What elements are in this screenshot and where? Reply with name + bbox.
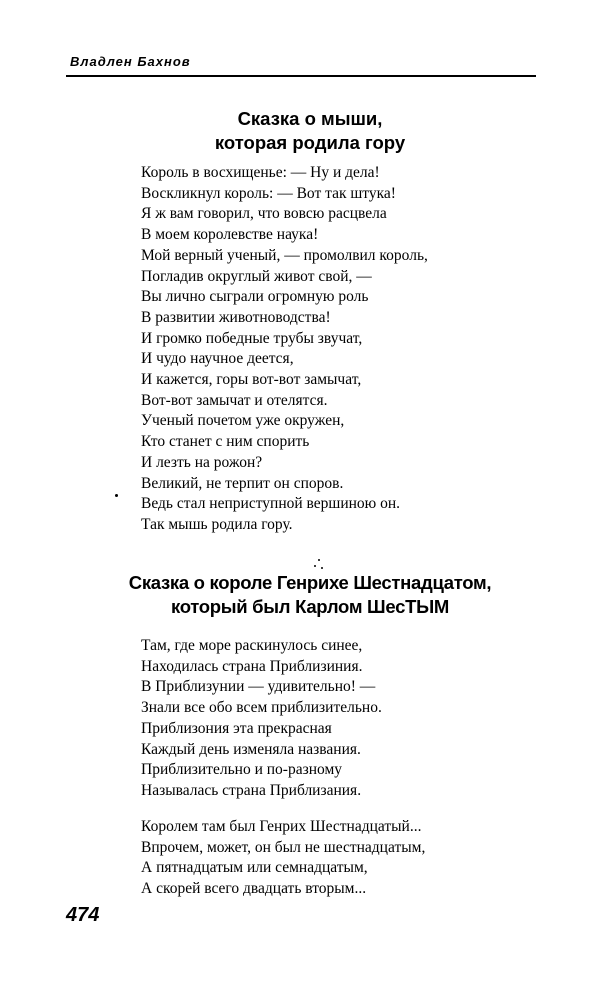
verse-line: Так мышь родила гору. <box>141 515 293 533</box>
verse-line: В Приблизунии — удивительно! — <box>141 678 376 696</box>
verse-line: Воскликнул король: — Вот так штука! <box>141 184 396 202</box>
verse-line: Кто станет с ним спорить <box>141 433 310 451</box>
verse-line: Погладив округлый живот свой, — <box>141 267 372 285</box>
verse-line: Вот-вот замычат и отелятся. <box>141 391 328 409</box>
verse-line: Вы лично сыграли огромную роль <box>141 288 369 306</box>
verse-line: Король в восхищенье: — Ну и дела! <box>141 164 380 181</box>
verse-line: В развитии животноводства! <box>141 308 331 326</box>
verse-line: Королем там был Генрих Шестнадцатый... <box>141 818 422 835</box>
verse-line: Приблизительно и по-разному <box>141 761 343 779</box>
verse-line: Ученый почетом уже окружен, <box>141 412 345 430</box>
running-head-author: Владлен Бахнов <box>70 54 191 69</box>
header-rule <box>66 75 536 77</box>
verse-line: А пятнадцатым или семнадцатым, <box>141 859 368 877</box>
verse-line: Там, где море раскинулось синее, <box>141 637 363 654</box>
stray-dot-mark <box>314 565 316 567</box>
stray-dot-mark <box>115 494 118 497</box>
poem-title-line: Сказка о мыши, <box>237 108 383 129</box>
verse-line: И чудо научное деется, <box>141 350 294 368</box>
verse-line: А скорей всего двадцать вторым... <box>141 880 367 898</box>
verse-line: Великий, не терпит он споров. <box>141 474 344 492</box>
stray-dot-mark <box>321 567 323 569</box>
verse-line: Находилась страна Приблизиния. <box>141 657 363 675</box>
verse-line: Знали все обо всем приблизительно. <box>141 699 382 717</box>
poem-2-stanza-2 <box>141 817 425 900</box>
poem-title-line: который был Карлом ШесТЫМ <box>171 596 449 617</box>
verse-line: Мой верный ученый, — промолвил король, <box>141 246 428 264</box>
stray-dot-mark <box>318 559 320 561</box>
verse-line: Впрочем, может, он был не шестнадцатым, <box>141 838 426 856</box>
page-number: 474 <box>66 904 100 926</box>
verse-line: И громко победные трубы звучат, <box>141 329 363 347</box>
poem-title-2 <box>60 571 560 619</box>
verse-line: Каждый день изменяла названия. <box>141 740 361 758</box>
verse-line: Я ж вам говорил, что вовсю расцвела <box>141 205 387 223</box>
poem-2-stanza-1 <box>141 636 382 802</box>
poem-title-line: Сказка о короле Генрихе Шестнадцатом, <box>128 572 492 593</box>
poem-title-line: которая родила гору <box>214 132 406 153</box>
verse-line: И кажется, горы вот-вот замычат, <box>141 371 362 389</box>
poem-1-stanza <box>141 163 428 536</box>
verse-line: Называлась страна Приблизания. <box>141 781 362 799</box>
verse-line: В моем королевстве наука! <box>141 226 319 244</box>
verse-line: И лезть на рожон? <box>141 453 263 471</box>
verse-line: Приблизония эта прекрасная <box>141 719 332 737</box>
poem-title-1 <box>60 107 560 155</box>
verse-line: Ведь стал неприступной вершиною он. <box>141 495 401 513</box>
